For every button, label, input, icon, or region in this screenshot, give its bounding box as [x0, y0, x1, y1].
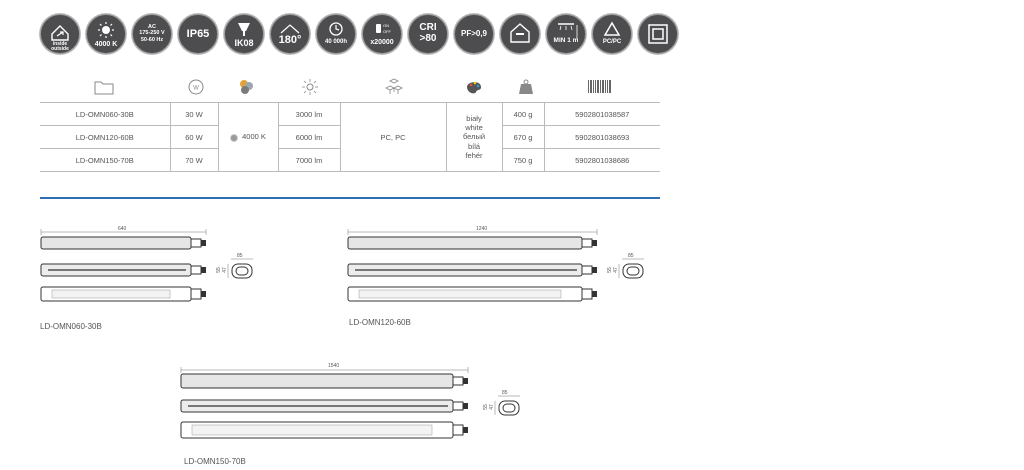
badge-text: CRI >80	[419, 22, 437, 44]
height-dimension: 47	[221, 267, 228, 273]
luminaire-top-view	[348, 237, 597, 249]
svg-text:ON: ON	[383, 23, 389, 28]
badge-text: IP65	[186, 28, 210, 40]
color-temp-badge	[86, 14, 126, 54]
badge-text: inside outside	[51, 41, 69, 52]
material-value: PC, PC	[340, 103, 446, 172]
badge-text: IK08	[234, 38, 254, 48]
pf-badge	[454, 14, 494, 54]
badge-text: 4000 K	[94, 41, 118, 48]
colors-cell	[446, 103, 502, 172]
house-ceiling-icon	[501, 15, 539, 53]
height-dimension-2: 55	[482, 404, 489, 410]
clock-icon	[317, 15, 355, 53]
badge-text: MIN 1 m	[553, 37, 579, 44]
drawing-label: LD-OMN060-30B	[40, 322, 102, 331]
svg-text:W: W	[193, 85, 199, 92]
sun-lumen-icon	[298, 76, 322, 98]
drawing-label: LD-OMN150-70B	[184, 457, 246, 466]
voltage-badge	[132, 14, 172, 54]
lumen-value: 3000 lm	[278, 103, 340, 126]
cross-section	[495, 396, 520, 415]
palette-icon	[462, 76, 486, 98]
product-code: LD-OMN060-30B	[40, 103, 170, 126]
ean-value: 5902801038686	[544, 149, 660, 172]
folder-icon	[92, 76, 116, 98]
weight-icon	[514, 76, 538, 98]
weight-value: 750 g	[502, 149, 544, 172]
divider-line	[40, 197, 660, 199]
height-dimension: 47	[488, 404, 495, 410]
switching-badge	[362, 14, 402, 54]
dimension-line	[181, 367, 468, 373]
power-value: 70 W	[170, 149, 218, 172]
luminaire-bottom-view	[41, 287, 206, 301]
svg-text:OFF: OFF	[383, 29, 391, 34]
luminaire-top-view	[181, 374, 468, 388]
drawing-omn060	[38, 224, 268, 316]
color-dot-icon	[230, 134, 238, 142]
cct-value: 4000 K	[242, 132, 266, 142]
ik-badge	[224, 14, 264, 54]
height-dimension-2: 55	[215, 267, 222, 273]
spec-table	[40, 102, 660, 172]
badge-text: x20000	[370, 39, 394, 46]
power-value: 60 W	[170, 126, 218, 149]
product-code: LD-OMN120-60B	[40, 126, 170, 149]
switch-icon	[363, 15, 401, 53]
length-dimension: 1540	[328, 363, 340, 369]
table-header-icons	[40, 76, 660, 100]
width-dimension: 85	[237, 253, 243, 259]
badge-text: PC/PC	[602, 39, 622, 45]
color-name: white	[465, 122, 483, 132]
color-name: fehér	[465, 151, 483, 161]
luminaire-side-view	[348, 264, 597, 276]
height-dimension-2: 55	[606, 267, 613, 273]
width-dimension: 85	[628, 253, 634, 259]
drawing-omn120	[345, 224, 650, 316]
width-dimension: 85	[502, 390, 508, 396]
color-dots-icon	[234, 76, 258, 98]
recycle-icon	[593, 15, 631, 53]
table-row	[40, 103, 660, 126]
luminaire-bottom-view	[181, 422, 468, 438]
ean-value: 5902801038693	[544, 126, 660, 149]
angle-badge	[270, 14, 310, 54]
product-code: LD-OMN150-70B	[40, 149, 170, 172]
badge-text: PF>0,9	[460, 29, 487, 38]
luminaire-side-view	[181, 400, 468, 412]
length-dimension: 1240	[476, 226, 488, 232]
class-badge	[638, 14, 678, 54]
badge-text: 40 000h	[324, 39, 348, 45]
luminaire-bottom-view	[348, 287, 597, 301]
ean-value: 5902801038587	[544, 103, 660, 126]
weight-value: 400 g	[502, 103, 544, 126]
lumen-value: 7000 lm	[278, 149, 340, 172]
power-icon	[184, 76, 208, 98]
color-name: bílá	[467, 141, 481, 151]
material-badge	[592, 14, 632, 54]
badge-text: 180°	[278, 34, 302, 46]
ip-badge	[178, 14, 218, 54]
length-dimension: 640	[118, 226, 127, 232]
weight-value: 670 g	[502, 126, 544, 149]
cri-badge	[408, 14, 448, 54]
color-name: biały	[466, 113, 482, 123]
power-value: 30 W	[170, 103, 218, 126]
badge-text: AC 175-250 V 50-60 Hz	[139, 24, 165, 43]
min-distance-badge	[546, 14, 586, 54]
dimension-line	[348, 229, 597, 235]
drawing-label: LD-OMN120-60B	[349, 318, 411, 327]
cross-section	[619, 259, 644, 278]
lifetime-badge	[316, 14, 356, 54]
cross-section	[228, 259, 253, 278]
height-dimension: 47	[612, 267, 619, 273]
lumen-value: 6000 lm	[278, 126, 340, 149]
luminaire-top-view	[41, 237, 206, 249]
drawing-omn150	[178, 362, 533, 454]
color-name: белый	[462, 132, 486, 142]
cubes-material-icon	[382, 76, 406, 98]
barcode-icon	[586, 76, 614, 98]
luminaire-side-view	[41, 264, 206, 276]
cct-cell	[218, 103, 278, 172]
inside-outside-badge	[40, 14, 80, 54]
class-ii-icon	[639, 15, 677, 53]
mount-badge	[500, 14, 540, 54]
min-distance-icon	[547, 15, 585, 53]
